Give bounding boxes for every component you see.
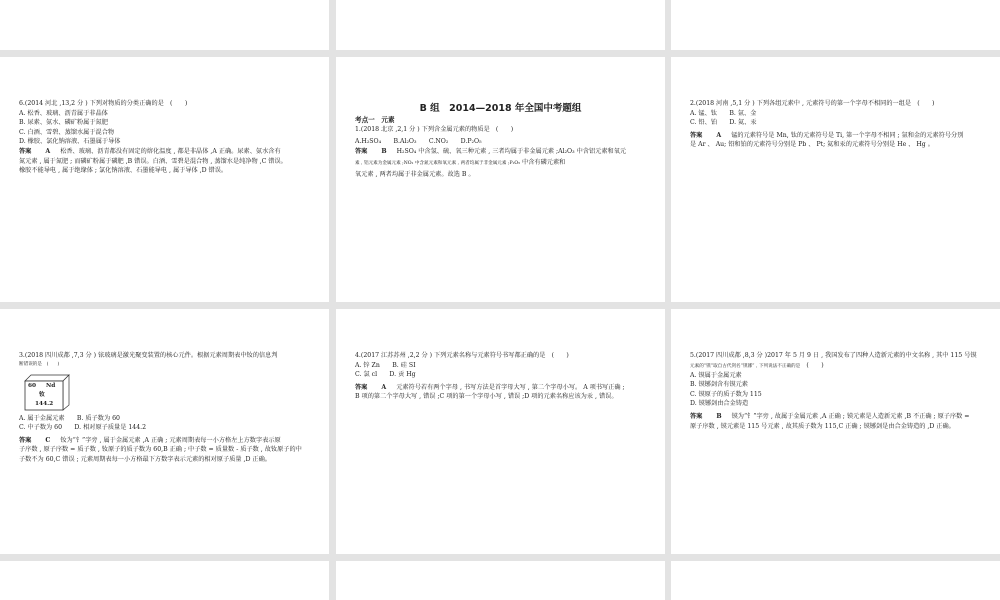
answer-letter: A: [45, 147, 51, 155]
question-stem: 3.(2018 四川成都 ,7,3 分 ) 铱玻璃是激光聚变装置的核心元件。根据元素周期表中钕的信息判: [19, 352, 278, 359]
slide-question-3: [0, 309, 329, 554]
slide-question-6: [0, 57, 329, 302]
question-stem: 4.(2017 江苏苏州 ,2,2 分 ) 下列元素名称与元素符号书写都正确的是 ( ): [355, 352, 569, 359]
option-d: D. 镆铘剑由合金铸造: [690, 400, 749, 408]
options-line: C. 铅、铂 D. 氦、汞: [690, 119, 757, 127]
explanation-line: [355, 158, 665, 168]
explanation-line: 是 Ar 、 Au; 铅和铂的元素符号分别是 Pb 、 Pt; 氦和汞的元素符号分别是 He 、 Hg 。: [690, 141, 934, 149]
option-a: A. 镆属于金属元素: [690, 371, 742, 379]
slide-bottom-left: [0, 561, 329, 600]
answer-tag: 答案: [19, 436, 32, 444]
answer-tag: 答案: [690, 412, 703, 420]
answer-line: [355, 147, 665, 157]
answer-letter: B: [381, 148, 387, 156]
slide-group-b: [336, 57, 665, 302]
section-title: 考点一 元素: [355, 116, 395, 124]
explanation-line: 子序数 , 原子序数 = 质子数 , 钕原子的质子数为 60,B 正确 ; 中子数 = 质量数 - 质子数 , 故钕原子的中: [19, 446, 302, 454]
explanation-line: 子数不为 60,C 错误 ; 元素周期表每一小方格最下方数字表示元素的相对原子质量 ,D 正确。: [19, 455, 271, 463]
slide-question-4: [336, 309, 665, 554]
answer-letter: A: [381, 383, 387, 391]
group-title: B 组 2014—2018 年全国中考题组: [419, 103, 582, 114]
slide-top-middle: [336, 0, 665, 50]
slide-question-2: [671, 57, 1000, 302]
explanation-line: 橡胶不能导电 , 属于绝缘体 ; 氯化钠溶液、石墨能导电 , 属于导体 ,D 错误。: [19, 167, 228, 175]
question-stem: 1.(2018 北京 ,2,1 分 ) 下列含金属元素的物质是 ( ): [355, 126, 514, 133]
answer-letter: A: [716, 131, 722, 139]
question-stem-rest: ( ): [800, 361, 824, 369]
options-line: A. 属于金属元素 B. 质子数为 60: [19, 414, 120, 422]
explanation-line: B 项的第二个字母大写 , 错误 ;C 项的第一个字母小写 , 错误 ;D 项的元素名称应该为汞 , 错误。: [355, 393, 618, 401]
atomic-mass: 144.2: [35, 400, 54, 407]
answer-tag: 答案: [690, 131, 703, 139]
periodic-table-cell: [23, 373, 329, 411]
options-line: A. 锌 Zn B. 硅 SI: [355, 361, 416, 369]
explanation-small: 素 , 铝元素为金属元素 ;NO₂ 中含氮元素和氧元素 , 两者均属于非金属元素 ;P₂O₅: [355, 160, 521, 166]
option-b: B. 尿素、氨水、磷矿粉属于氮肥: [19, 119, 108, 127]
answer-line: [355, 383, 665, 393]
explanation-line: 锰的元素符号是 Mn, 钛的元素符号是 Ti, 第一个字母不相同 ; 氩和金的元素符号分别: [731, 131, 964, 139]
question-stem: 5.(2017 四川成都 ,8,3 分 )2017 年 5 月 9 日 , 我国发布了四种人造新元素的中文名称 , 其中 115 号镆: [690, 352, 977, 359]
answer-tag: 答案: [355, 383, 368, 391]
answer-line: [19, 147, 329, 157]
explanation-line: 元素符号若有两个字母 , 书写方法是首字母大写 , 第二个字母小写。 A 项书写正确 ;: [396, 383, 625, 391]
answer-tag: 答案: [19, 147, 32, 155]
explanation-line: H₂SO₄ 中含氢、硫、氧三种元素 , 三者均属于非金属元素 ;Al₂O₃ 中含铝元素和氧元: [396, 148, 627, 156]
answer-tag: 答案: [355, 148, 368, 156]
answer-line: [19, 436, 329, 446]
slide-bottom-middle: [336, 561, 665, 600]
question-stem-small: 元素的“镆”取自古代剑名“镆铘” , 下列说法不正确的是: [690, 363, 801, 369]
slide-top-left: [0, 0, 329, 50]
explanation-line: 原子序数 , 镆元素是 115 号元素 , 故其质子数为 115,C 正确 ; 镆铘剑是由合金铸造的 ,D 正确。: [690, 422, 955, 430]
question-stem: 2.(2018 河南 ,5,1 分 ) 下列各组元素中 , 元素符号的第一个字母不相同的一组是 ( ): [690, 100, 935, 107]
atomic-number: 60: [28, 382, 37, 389]
answer-letter: B: [716, 412, 722, 420]
options-line: A. 锰、钛 B. 氩、金: [690, 109, 757, 117]
question-stem-2: 断错误的是 ( ): [19, 361, 60, 367]
element-name: 钕: [39, 391, 45, 398]
option-b: B. 镆铘剑含有镆元素: [690, 381, 748, 389]
slide-top-right: [671, 0, 1000, 50]
explanation-line: 钕为“钅”字旁 , 属于金属元素 ,A 正确 ; 元素周期表每一小方格左上方数字表示原: [60, 436, 281, 444]
answer-letter: C: [45, 436, 51, 444]
options-line: C. 中子数为 60 D. 相对原子质量是 144.2: [19, 424, 147, 432]
slide-bottom-right: [671, 561, 1000, 600]
question-stem: 6.(2014 河北 ,13,2 分 ) 下列对物质的分类正确的是 ( ): [19, 100, 188, 107]
answer-line: [690, 412, 1000, 422]
option-a: A. 松香、玻璃、沥青属于非晶体: [19, 109, 108, 117]
option-c: C. 镆原子的质子数为 115: [690, 390, 762, 398]
element-symbol: Nd: [46, 382, 56, 389]
explanation-line: 松香、玻璃、沥青都没有固定的熔化温度 , 都是非晶体 ,A 正确。尿素、氨水含有: [60, 147, 281, 155]
options-line: A.H₂SO₄ B.Al₂O₃ C.NO₂ D.P₂O₅: [355, 137, 482, 145]
explanation-rest: 中含有磷元素和: [520, 158, 566, 166]
explanation-line: 镆为“钅”字旁 , 故属于金属元素 ,A 正确 ; 镆元素是人造新元素 ,B 不正确 ; 原子序数 =: [731, 412, 970, 420]
explanation-line: 氧元素 , 两者均属于非金属元素。故选 B 。: [355, 170, 475, 178]
option-d: D. 橡胶、氯化钠溶液、石墨属于导体: [19, 138, 121, 146]
slide-question-5: [671, 309, 1000, 554]
explanation-line: 氮元素 , 属于氮肥 ; 而磷矿粉属于磷肥 ,B 错误。白酒、雪碧是混合物 , 蒸馏水是纯净物 ,C 错误。: [19, 157, 287, 165]
options-line: C. 氯 cl D. 贡 Hg: [355, 371, 416, 379]
answer-line: [690, 131, 1000, 141]
option-c: C. 白酒、雪碧、蒸馏水属于混合物: [19, 128, 115, 136]
question-stem-2: [690, 361, 1000, 371]
